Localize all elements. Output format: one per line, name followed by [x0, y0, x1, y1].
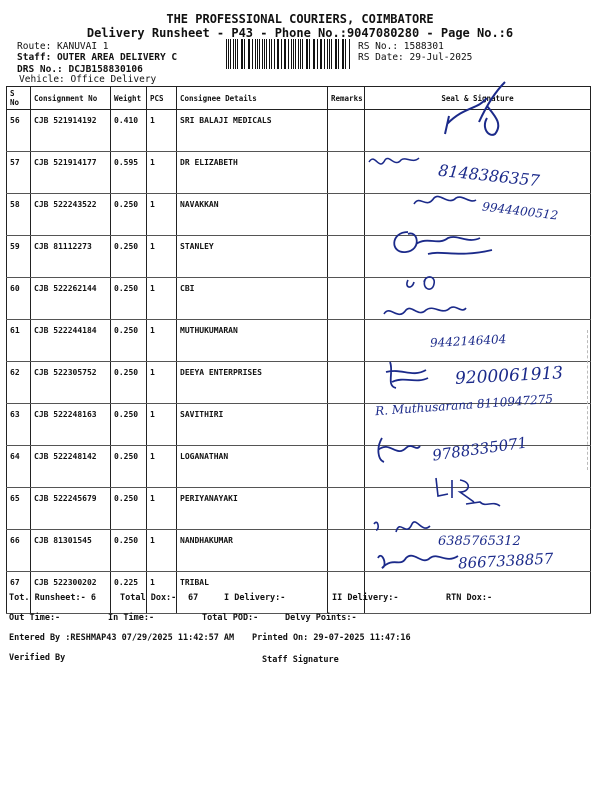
cell-consignee: TRIBAL — [177, 572, 328, 614]
cell-consignment-no: CJB 522248142 — [31, 446, 111, 488]
signature-phone-66: 6385765312 — [438, 534, 521, 549]
company-title: THE PROFESSIONAL COURIERS, COIMBATORE — [166, 12, 434, 26]
delvy-points: Delvy Points:- — [285, 613, 357, 623]
signature-scribble-62 — [382, 358, 432, 392]
verified-by: Verified By — [9, 653, 66, 663]
cell-consignee: SAVITHIRI — [177, 404, 328, 446]
cell-sno: 66 — [7, 530, 31, 572]
signature-scribble-57 — [365, 150, 425, 174]
total-pod: Total POD:- — [202, 613, 259, 623]
staff-text: Staff: OUTER AREA DELIVERY C — [17, 52, 178, 63]
cell-consignment-no: CJB 81112273 — [31, 236, 111, 278]
cell-sno: 61 — [7, 320, 31, 362]
cell-sno: 65 — [7, 488, 31, 530]
signature-phone-64: 9788335071 — [431, 433, 529, 465]
cell-sno: 60 — [7, 278, 31, 320]
cell-remarks — [328, 446, 365, 488]
col-header-consignee: Consignee Details — [177, 87, 328, 110]
tot-runsheet: Tot. Runsheet:- 6 — [9, 593, 96, 603]
barcode-icon — [226, 39, 350, 69]
cell-consignee: CBI — [177, 278, 328, 320]
cell-pcs: 1 — [147, 572, 177, 614]
signature-scribble-56 — [435, 76, 515, 142]
out-time: Out Time:- — [9, 613, 61, 623]
cell-consignee: DEEYA ENTERPRISES — [177, 362, 328, 404]
signature-phone-67: 8667338857 — [457, 549, 554, 573]
cell-sno: 57 — [7, 152, 31, 194]
cell-pcs: 1 — [147, 278, 177, 320]
cell-weight: 0.250 — [111, 320, 147, 362]
cell-pcs: 1 — [147, 446, 177, 488]
cell-sno: 62 — [7, 362, 31, 404]
cell-consignment-no: CJB 521914177 — [31, 152, 111, 194]
cell-consignment-no: CJB 522300202 — [31, 572, 111, 614]
scan-artifact-line — [584, 330, 588, 470]
cell-consignment-no: CJB 521914192 — [31, 110, 111, 152]
cell-pcs: 1 — [147, 194, 177, 236]
signature-scribble-60 — [402, 270, 442, 300]
route-text: Route: KANUVAI 1 — [17, 41, 109, 52]
cell-remarks — [328, 278, 365, 320]
cell-weight: 0.250 — [111, 404, 147, 446]
cell-consignment-no: CJB 522305752 — [31, 362, 111, 404]
cell-consignee: PERIYANAYAKI — [177, 488, 328, 530]
in-time: In Time:- — [108, 613, 155, 623]
col-header-weight: Weight — [111, 87, 147, 110]
printed-on: Printed On: 29-07-2025 11:47:16 — [252, 633, 411, 643]
cell-weight: 0.250 — [111, 530, 147, 572]
cell-sno: 58 — [7, 194, 31, 236]
cell-weight: 0.250 — [111, 236, 147, 278]
cell-pcs: 1 — [147, 110, 177, 152]
signature-scribble-65 — [430, 474, 510, 518]
cell-consignment-no: CJB 522243522 — [31, 194, 111, 236]
col-header-consignment: Consignment No — [31, 87, 111, 110]
signature-phone-57: 8148386357 — [437, 160, 541, 191]
cell-consignment-no: CJB 81301545 — [31, 530, 111, 572]
cell-weight: 0.225 — [111, 572, 147, 614]
signature-scribble-66 — [370, 514, 440, 542]
runsheet-subtitle: Delivery Runsheet - P43 - Phone No.:9047080280 - Page No.:6 — [86, 26, 514, 40]
cell-weight: 0.410 — [111, 110, 147, 152]
total-dox-value: 67 — [188, 593, 199, 603]
cell-weight: 0.250 — [111, 278, 147, 320]
col-header-pcs: PCS — [147, 87, 177, 110]
col-header-remarks: Remarks — [328, 87, 365, 110]
cell-weight: 0.250 — [111, 446, 147, 488]
signature-phone-61: 9442146404 — [429, 332, 507, 350]
total-dox-label: Total Dox:- — [120, 593, 177, 603]
cell-sno: 59 — [7, 236, 31, 278]
cell-sno: 56 — [7, 110, 31, 152]
rs-date: RS Date: 29-Jul-2025 — [358, 52, 473, 63]
signature-scribble-67 — [374, 548, 464, 576]
cell-remarks — [328, 152, 365, 194]
cell-weight: 0.595 — [111, 152, 147, 194]
cell-consignment-no: CJB 522245679 — [31, 488, 111, 530]
cell-consignee: NAVAKKAN — [177, 194, 328, 236]
signature-scribble-61 — [380, 300, 470, 324]
vehicle-text: Vehicle: Office Delivery — [19, 74, 157, 85]
cell-remarks — [328, 530, 365, 572]
cell-pcs: 1 — [147, 488, 177, 530]
cell-weight: 0.250 — [111, 362, 147, 404]
cell-remarks — [328, 236, 365, 278]
table-row — [7, 236, 591, 278]
signature-scribble-58 — [410, 190, 480, 212]
cell-remarks — [328, 194, 365, 236]
cell-sno: 64 — [7, 446, 31, 488]
cell-remarks — [328, 404, 365, 446]
cell-consignee: STANLEY — [177, 236, 328, 278]
cell-remarks — [328, 362, 365, 404]
cell-pcs: 1 — [147, 404, 177, 446]
cell-pcs: 1 — [147, 236, 177, 278]
cell-sno: 63 — [7, 404, 31, 446]
entered-by: Entered By :RESHMAP43 07/29/2025 11:42:57 AM — [9, 633, 235, 643]
cell-consignee: NANDHAKUMAR — [177, 530, 328, 572]
cell-consignee: LOGANATHAN — [177, 446, 328, 488]
signature-scribble-59 — [388, 224, 498, 262]
signature-phone-62: 9200061913 — [454, 363, 564, 389]
col-header-signature: Seal & Signature — [365, 87, 591, 110]
cell-pcs: 1 — [147, 362, 177, 404]
cell-remarks — [328, 110, 365, 152]
cell-consignment-no: CJB 522248163 — [31, 404, 111, 446]
cell-remarks — [328, 320, 365, 362]
col-header-sno: S No — [7, 87, 31, 110]
cell-remarks — [328, 488, 365, 530]
drs-number: DRS No.: DCJB158830106 — [17, 64, 143, 75]
cell-sno: 67 — [7, 572, 31, 614]
signature-scribble-64 — [372, 432, 422, 466]
cell-consignment-no: CJB 522262144 — [31, 278, 111, 320]
cell-consignee: DR ELIZABETH — [177, 152, 328, 194]
cell-pcs: 1 — [147, 152, 177, 194]
signature-phone-58: 9944400512 — [481, 199, 559, 223]
rtn-dox: RTN Dox:- — [446, 593, 493, 603]
cell-consignee: SRI BALAJI MEDICALS — [177, 110, 328, 152]
rs-number: RS No.: 1588301 — [358, 41, 444, 52]
cell-pcs: 1 — [147, 320, 177, 362]
cell-weight: 0.250 — [111, 488, 147, 530]
ii-delivery: II Delivery:- — [332, 593, 399, 603]
staff-signature: Staff Signature — [262, 655, 339, 665]
cell-weight: 0.250 — [111, 194, 147, 236]
signature-name-63: R. Muthusarana 8110947275 — [374, 391, 554, 419]
cell-pcs: 1 — [147, 530, 177, 572]
cell-consignment-no: CJB 522244184 — [31, 320, 111, 362]
cell-consignee: MUTHUKUMARAN — [177, 320, 328, 362]
table-row — [7, 278, 591, 320]
i-delivery: I Delivery:- — [224, 593, 286, 603]
